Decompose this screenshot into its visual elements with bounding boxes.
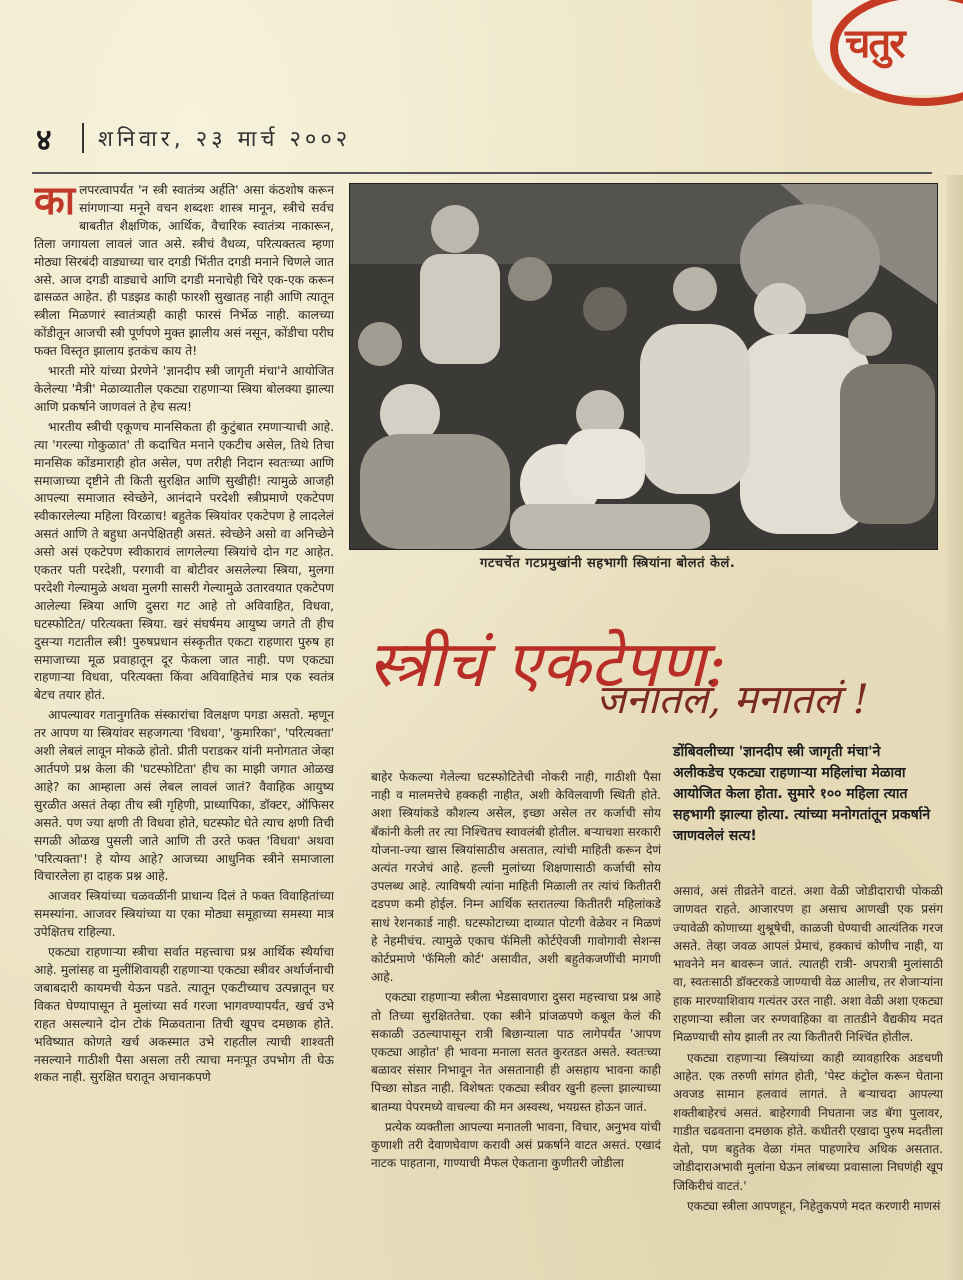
- paragraph: प्रत्येक व्यक्तीला आपल्या मनातली भावना, विचार, अनुभव यांची कुणाशी तरी देवाणघेवाण करावी असं प्रकर्षाने वाटत असतं. एखादं नाटक पाहताना, गाण्याची मैफल ऐकताना कुणीतरी जोडीला: [371, 1119, 661, 1171]
- paragraph: असावं, असं तीव्रतेने वाटतं. अशा वेळी जोडीदाराची पोकळी जाणवत राहते. आजारपण हा असाच आणखी एक प्रसंग ज्यावेळी कोणाच्या शुश्रूषेची, काळजी घेण्याची आत्यंतिक गरज असते. तेव्हा जवळ आपलं प्रेमाचं, हक्काचं कोणीच नाही, या भावनेने मन बावरून जातं. त्यातही रात्री- अपरात्री मुलांसाठी वा, स्वतःसाठी डॉक्टरकडे जाण्याची वेळ आलीच, तर शेजाऱ्यांना हाक मारण्याशिवाय गत्यंतर उरत नाही. अशा वेळी अशा एकट्या राहणाऱ्या स्त्रीला जर रुग्णवाहिका वा तातडीने वैद्यकीय मदत मिळण्याची सोय झाली तर त्या कितीतरी निश्चिंत होतील.: [673, 884, 943, 1045]
- paragraph: आजवर स्त्रियांच्या चळवळींनी प्राधान्य दिलं ते फक्त विवाहितांच्या समस्यांना. आजवर स्त्रियांच्या या एका मोठ्या समूहाच्या समस्या मात्र उपेक्षितच राहिल्या.: [34, 889, 334, 940]
- paragraph: [34, 182, 334, 361]
- paragraph: एकट्या राहणाऱ्या स्त्रीचा सर्वात महत्त्वाचा प्रश्न आर्थिक स्थैर्याचा आहे. मुलांसह वा मुलींशिवायही राहणाऱ्या एकट्या स्त्रीवर अर्थार्जनाची जबाबदारी कायमची येऊन पडते. त्यातून एकटीच्याच उत्पन्नातून घर विकत घेण्यापासून ते मुलांच्या सर्व गरजा भागवण्यापर्यंत, खर्च उभे राहत असल्याने दोन टोकं मिळवताना तिची खूपच दमछाक होते. भविष्यात कोणते खर्च अकस्मात उभे राहतील त्याची शाश्वती नसल्याने गाठीशी पैसा असला तरी त्याचा मनःपूत उपभोग ती घेऊ शकत नाही. सुरक्षित घरातून अचानकपणे: [34, 945, 334, 1085]
- paragraph: बाहेर फेकल्या गेलेल्या घटस्फोटितेची नोकरी नाही, गाठीशी पैसा नाही व मालमत्तेचे हक्कही नाहीत, अशी केविलवाणी स्थिती होते. अशा स्त्रियांकडे कौशल्य असेल, इच्छा असेल तर कर्जाची सोय बँकांनी केली तर त्या निश्चितच स्वावलंबी होतील. बऱ्याचशा सरकारी योजना-ज्या खास स्त्रियांसाठीच असतात, त्यांची माहिती करून देणं अत्यंत गरजेचं आहे. हल्ली मुलांच्या शिक्षणासाठी कर्जाची सोय उपलब्ध आहे. त्याविषयी त्यांना माहिती मिळाली तर त्यांचं कितीतरी दडपण कमी होईल. निम्न आर्थिक स्तरातल्या कितीतरी महिलांकडे साधं रेशनकार्ड नाही. घटस्फोटाच्या दाव्यात पोटगी वेळेवर न मिळणं हे नेहमीचंच. त्यामुळे एकाच फॅमिली कोर्टऐवजी गावोगावी सेशन्स कोर्टप्रमाणे 'फॅमिली कोर्ट' असावीत, अशी बहुतेकजणींची मागणी आहे.: [371, 770, 661, 985]
- paragraph: एकट्या राहणाऱ्या स्त्रियांच्या काही व्यावहारिक अडचणी आहेत. एक तरुणी सांगत होती, 'पेस्ट कंट्रोल करून घेताना अवजड सामान हलवावं लागतं. ते बऱ्याचदा आपल्या शक्तीबाहेरचं असतं. बाहेरगावी निघताना जड बॅगा पुलावर, गाडीत चढवताना दमछाक होते. कधीतरी एखादा पुरुष मदतीला येतो, पण बहुतेक वेळा गंमत पाहणारेच अधिक असतात. जोडीदाराअभावी मुलांना घेऊन लांबच्या प्रवासाला निघणंही खूप जिकिरीचं वाटतं.': [673, 1050, 943, 1193]
- page-number: ४: [36, 122, 52, 158]
- article-deck: डोंबिवलीच्या 'ज्ञानदीप स्त्री जागृती मंचा'ने अलीकडेच एकट्या राहणाऱ्या महिलांचा मेळावा आयोजित केला होता. सुमारे १०० महिला त्यात सहभागी झाल्या होत्या. त्यांच्या मनोगतांतून प्रकर्षाने जाणवलेलं सत्य!: [673, 744, 931, 844]
- header-divider: [82, 123, 84, 153]
- paragraph: भारती मोरे यांच्या प्रेरणेने 'ज्ञानदीप स्त्री जागृती मंचा'ने आयोजित केलेल्या 'मैत्री' मेळाव्यातील एकट्या राहणाऱ्या स्त्रिया बोलक्या झाल्या आणि प्रकर्षाने जाणवलं ते हेच सत्य!: [34, 364, 334, 414]
- header-rule: [32, 172, 932, 174]
- paragraph: आपल्यावर गतानुगतिक संस्कारांचा विलक्षण पगडा असतो. म्हणून तर आपण या स्त्रियांवर सहजगत्या 'विधवा', 'कुमारिका', 'परित्यक्ता' अशी लेबलं लावून मोकळे होतो. प्रीती पराडकर यांनी मनोगतात जेव्हा आर्तपणे प्रश्न केला की 'घटस्फोटिता' हीच का माझी जगात ओळख आहे? का आम्हाला असं लेबल लावलं जातं? वैवाहिक आयुष्य सुरळीत असतं तेव्हा तीच स्त्री गृहिणी, प्राध्यापिका, डॉक्टर, ऑफिसर असते. पण ज्या क्षणी ती विधवा होते, घटस्फोट घेते त्याच क्षणी तिची सगळी ओळख पुसली जाते आणि ती उरते फक्त 'विधवा' अथवा 'परित्यक्ता'! हे योग्य आहे? आजच्या आधुनिक स्त्रीने समाजाला विचारलेला हा दाहक प्रश्न आहे.: [34, 708, 334, 884]
- photo-illustration: [350, 184, 937, 549]
- photo-caption: गटचर्चेत गटप्रमुखांनी सहभागी स्त्रियांना बोलतं केलं.: [480, 556, 736, 571]
- page-header: [36, 118, 596, 158]
- headline-sub: जनातलं, मनातलं !: [596, 677, 869, 723]
- paragraph: एकट्या राहणाऱ्या स्त्रीला भेडसावणारा दुसरा महत्त्वाचा प्रश्न आहे तो तिच्या सुरक्षिततेचा. एका स्त्रीने प्रांजळपणे कबूल केलं की सकाळी उठल्यापासून रात्री बिछान्याला पाठ लागेपर्यंत 'आपण एकट्या आहोत' ही भावना मनाला सतत कुरतडत असते. स्वतःच्या बळावर संसार निभावून नेत असतानाही ही असहाय भावना काही पिच्छा सोडत नाही. विशेषतः एकट्या स्त्रीवर खुनी हल्ला झाल्याच्या बातम्या पेपरमध्ये वाचल्या की मन अस्वस्थ, भयग्रस्त होऊन जातं.: [371, 990, 661, 1114]
- adjacent-page-edge: [946, 175, 963, 1280]
- article-column-3: [673, 882, 943, 1272]
- article-column-1: [34, 182, 334, 1242]
- news-photo: [349, 183, 938, 550]
- article-column-2: [371, 768, 661, 1268]
- headline-main: स्त्रीचं एकटेपण:: [368, 628, 727, 702]
- paragraph-text: लपरत्वापर्यंत 'न स्त्री स्वातंत्र्य अर्हति' असा कंठशोष करून सांगणाऱ्या मनूने वचन शब्दशः शास्त्र मानून, स्त्रीचे सर्वच बाबतीत शैक्षणिक, आर्थिक, वैचारिक स्वातंत्र्य नाकारून, तिला जगायला लावलं जात असे. स्त्रीचं वैधव्य, परित्यक्तत्व म्हणा मोठ्या सिरबंदी वाड्याच्या चार दगडी भिंतीत दगडी मनाने चिणले जात असे. आज दगडी वाड्याचे आणि दगडी मनाचेही चिरे एक-एक करून ढासळत आहेत. ही पडझड काही फारशी सुखातह नाही आणि त्यातून स्त्रीला मिळणारं स्वातंत्र्यही काही फारसं निर्भेळ नाही. कालच्या कोंडीतून आजची स्त्री पूर्णपणे मुक्त झालीय असं नसून, कोंडीचा परीघ फक्त विस्तृत झालाय इतकंच काय ते!: [34, 183, 334, 359]
- issue-date: शनिवार, २३ मार्च २००२: [98, 127, 352, 152]
- paragraph: एकट्या स्त्रीला आपणहून, निहेतुकपणे मदत करणारी माणसं: [687, 1199, 941, 1214]
- drop-cap: का: [34, 182, 76, 224]
- masthead-title: चतुर: [845, 20, 904, 67]
- paragraph: भारतीय स्त्रीची एकूणच मानसिकता ही कुटुंबात रमणाऱ्याची आहे. त्या 'गरल्या गोकुळात' ती कदाचित मनाने एकटीच असेल, तिथे तिचा मानसिक कोंडमाराही होत असेल, पण तरीही निदान स्वतःच्या आणि समाजाच्या दृष्टीने ती किती सुरक्षित आणि सुखीही! त्यामुळे आजही आपल्या समाजात स्वेच्छेने, आनंदाने परदेशी स्त्रीप्रमाणे एकटेपण स्वीकारलेल्या महिला विरळाच! बहुतेक स्त्रियांवर एकटेपण हे लादलेलं असतं आणि ते बहुधा अनपेक्षितही असतं. स्वेच्छेने असो वा अनिच्छेने असो असं एकटेपण स्वीकारावं लागलेल्या स्त्रियांचे दोन गट आहेत. एकतर पती परदेशी, परगावी वा बोटीवर असलेल्या स्त्रिया, मुलगा परदेशी गेल्यामुळे अथवा मुलगी सासरी गेल्यामुळे उतारवयात एकटेपण आलेल्या स्त्रिया आणि दुसरा गट आहे तो अविवाहित, विधवा, घटस्फोटित/ परित्यक्ता स्त्रिया. खरं संघर्षमय आयुष्य जगते ती हीच दुसऱ्या गटातील स्त्री! पुरुषप्रधान संस्कृतीत एकटा राहणारा पुरुष हा समाजाच्या मूळ प्रवाहातून दूर फेकला जात नाही. पण एकट्या राहणाऱ्या विधवा, परित्यक्ता किंवा अविवाहितेचं मात्र एक स्वतंत्र बेटच तयार होतं.: [34, 419, 334, 703]
